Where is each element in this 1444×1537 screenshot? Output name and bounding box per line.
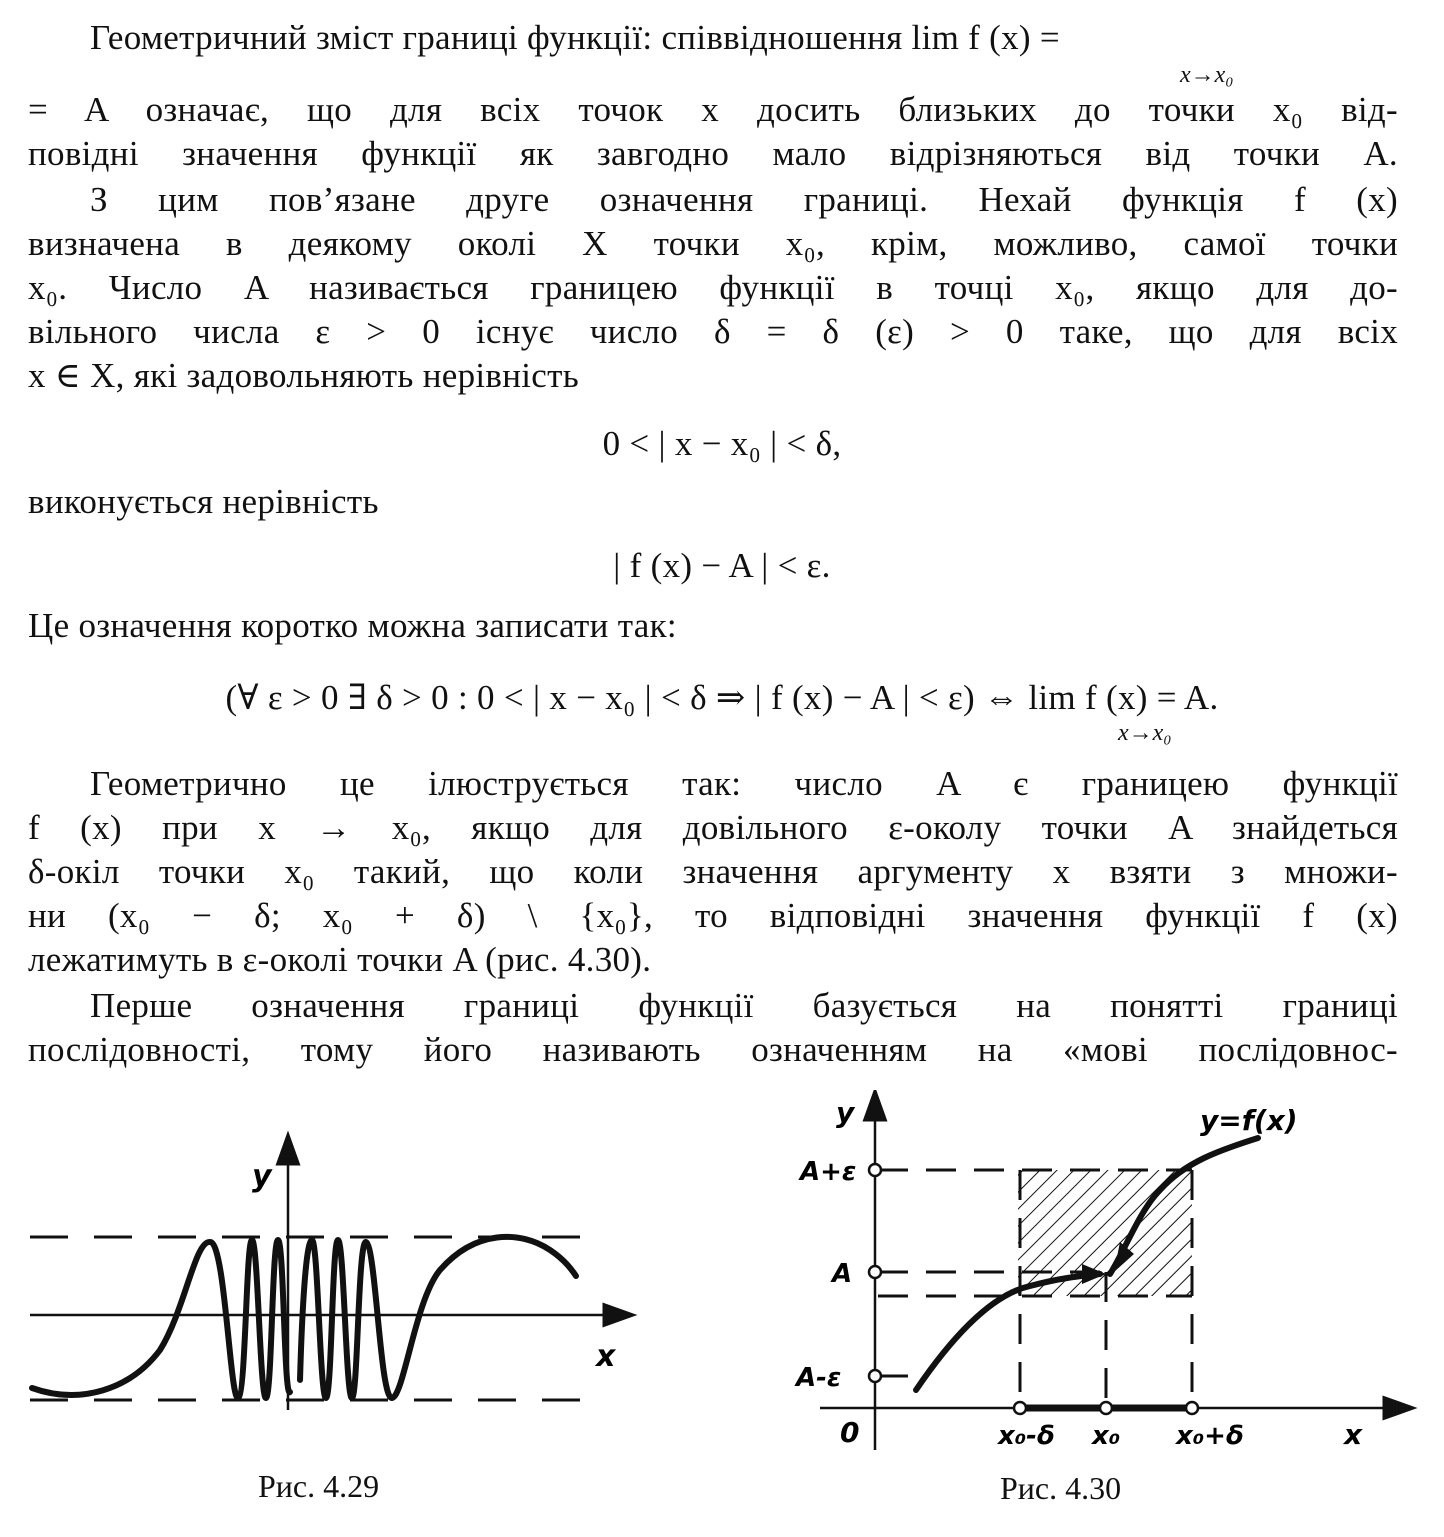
p1-line-3: повідні значення функції як завгодно мало відрізняються від точки A. [28, 134, 1398, 173]
formula-epsilon: | f (x) − A | < ε. [613, 546, 831, 585]
p1-line-1: Геометричний зміст границі функції: співвідношення lim f (x) = [90, 18, 1060, 57]
figure-4-30 [780, 1090, 1420, 1480]
p5-line-3: δ-окіл точки x₀ такий, що коли значення аргументу x взяти з множи- [28, 852, 1398, 891]
formula-definition: (∀ ε > 0 ∃ δ > 0 : 0 < | x − x₀ | < δ ⇒ | f (x) − A | < ε) ⇔ lim f (x) = A. [225, 678, 1219, 717]
label-a-plus-eps: A+ε [800, 1157, 857, 1187]
p2-line-5: x ∈ X, які задовольняють нерівність [28, 356, 579, 395]
point-a [869, 1266, 881, 1278]
caption-4-29: Рис. 4.29 [258, 1468, 380, 1504]
y-axis-label: y [836, 1096, 855, 1129]
origin-label: 0 [840, 1416, 860, 1449]
p5-line-1: Геометрично це ілюструється так: число A є границею функції [90, 764, 1398, 803]
x-axis-label: x [596, 1339, 616, 1374]
oscillating-curve [32, 1237, 576, 1398]
p3-line: виконується нерівність [28, 482, 379, 521]
p1-line-2: = A означає, що для всіх точок x досить близьких до точки x₀ від- [28, 90, 1398, 129]
curve-label: y=f(x) [1200, 1104, 1298, 1137]
point-x0-minus-delta [1014, 1402, 1026, 1414]
y-axis-label: y [252, 1159, 272, 1194]
figure-4-29 [20, 1130, 660, 1460]
p5-line-5: лежатимуть в ε-околі точки A (рис. 4.30). [28, 940, 652, 979]
x-axis-label: x [1344, 1418, 1363, 1451]
limit-subscript-2: x→x₀ [1118, 720, 1172, 746]
label-a-minus-eps: A-ε [796, 1363, 842, 1393]
p6-line-2: послідовності, тому його називають означенням на «мові послідовнос- [28, 1030, 1398, 1069]
caption-4-30: Рис. 4.30 [1000, 1470, 1122, 1506]
p5-line-2: f (x) при x → x₀, якщо для довільного ε-околу точки A знайдеться [28, 808, 1398, 847]
label-x0: x₀ [1092, 1421, 1121, 1451]
point-x0 [1100, 1402, 1112, 1414]
label-x0-minus-delta: x₀-δ [998, 1421, 1055, 1451]
p5-line-4: ни (x₀ − δ; x₀ + δ) \ {x₀}, то відповідні значення функції f (x) [28, 896, 1398, 935]
point-a-minus-eps [869, 1370, 881, 1382]
label-a: A [832, 1259, 853, 1289]
p2-line-1: З цим пов’язане друге означення границі. Нехай функція f (x) [90, 180, 1398, 219]
label-x0-plus-delta: x₀+δ [1176, 1421, 1244, 1451]
p2-line-4: вільного числа ε > 0 існує число δ = δ (ε) > 0 таке, що для всіх [28, 312, 1398, 351]
formula-delta-neighbourhood: 0 < | x − x₀ | < δ, [602, 424, 842, 463]
point-x0-plus-delta [1186, 1402, 1198, 1414]
p6-line-1: Перше означення границі функції базується на понятті границі [90, 986, 1398, 1025]
limit-subscript-1: x→x₀ [1180, 62, 1234, 88]
p2-line-2: визначена в деякому околі X точки x₀, крім, можливо, самої точки [28, 224, 1398, 263]
p4-line: Це означення коротко можна записати так: [28, 606, 677, 645]
point-a-plus-eps [869, 1164, 881, 1176]
p2-line-3: x₀. Число A називається границею функції в точці x₀, якщо для до- [28, 268, 1398, 307]
